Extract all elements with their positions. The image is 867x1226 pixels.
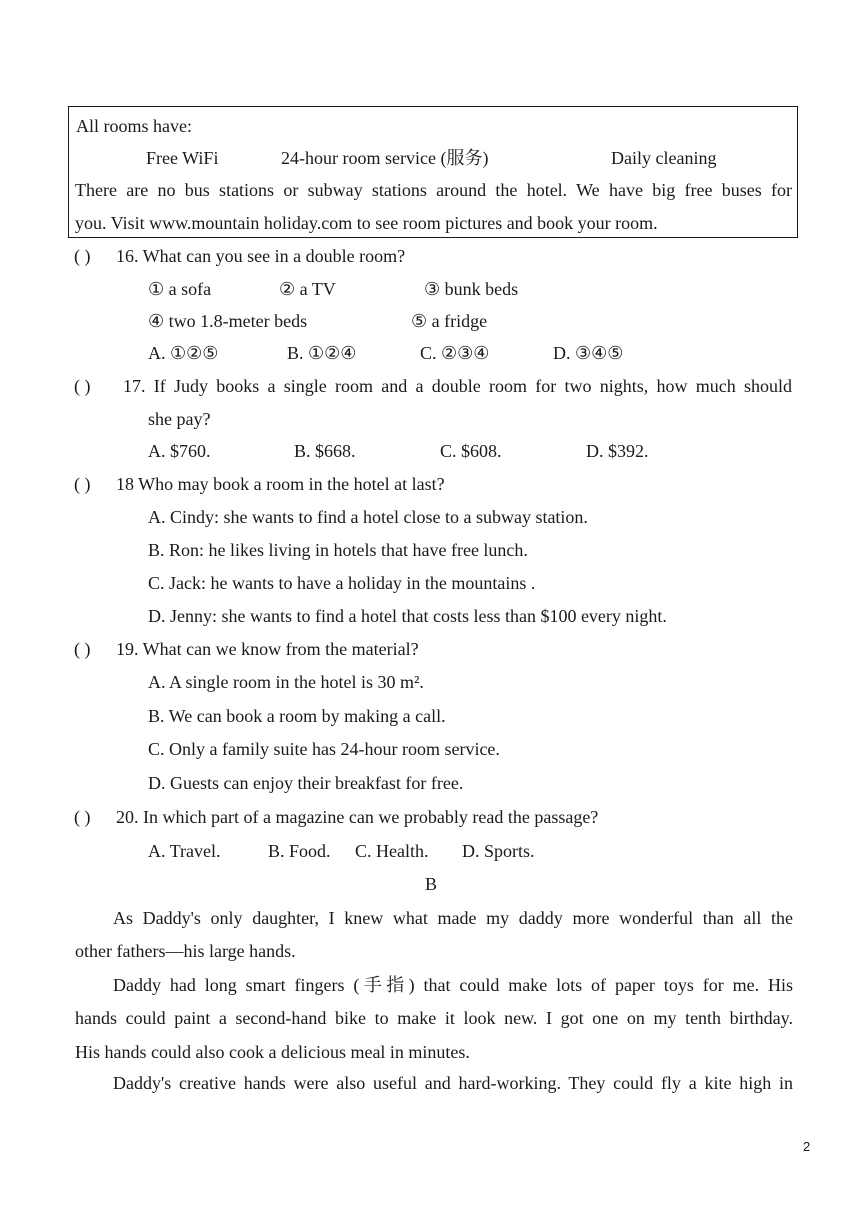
answer-bracket-19[interactable]: ( ) (74, 639, 91, 659)
question-20-stem: 20. In which part of a magazine can we probably read the passage? (116, 807, 599, 827)
q19-option-b[interactable]: B. We can book a room by making a call. (148, 706, 446, 726)
passage-line-2: other fathers—his large hands. (75, 941, 296, 961)
q17-option-d[interactable]: D. $392. (586, 441, 649, 461)
box-text-line-1: There are no bus stations or subway stations around the hotel. We have big free buses for (75, 180, 792, 200)
q20-option-a[interactable]: A. Travel. (148, 841, 221, 861)
q16-item-1: ① a sofa (148, 279, 212, 299)
question-16-stem: 16. What can you see in a double room? (116, 246, 406, 266)
q16-item-2: ② a TV (279, 279, 336, 299)
passage-line-3: Daddy had long smart fingers (手指) that could make lots of paper toys for me. His (113, 975, 793, 995)
amenity-wifi: Free WiFi (146, 148, 219, 168)
section-b-heading: B (425, 874, 438, 894)
q17-option-b[interactable]: B. $668. (294, 441, 356, 461)
q17-option-c[interactable]: C. $608. (440, 441, 502, 461)
amenity-cleaning: Daily cleaning (611, 148, 717, 168)
q16-option-b[interactable]: B. ①②④ (287, 343, 357, 363)
page-number: 2 (803, 1139, 811, 1154)
passage-line-1: As Daddy's only daughter, I knew what made my daddy more wonderful than all the (113, 908, 793, 928)
q16-item-4: ④ two 1.8-meter beds (148, 311, 308, 331)
q19-option-c[interactable]: C. Only a family suite has 24-hour room service. (148, 739, 500, 759)
question-19-stem: 19. What can we know from the material? (116, 639, 419, 659)
q16-option-c[interactable]: C. ②③④ (420, 343, 490, 363)
amenity-room-service: 24-hour room service (服务) (281, 148, 489, 168)
q19-option-a[interactable]: A. A single room in the hotel is 30 m². (148, 672, 424, 692)
q20-option-c[interactable]: C. Health. (355, 841, 429, 861)
question-18-stem: 18 Who may book a room in the hotel at last? (116, 474, 445, 494)
q18-option-c[interactable]: C. Jack: he wants to have a holiday in the mountains . (148, 573, 536, 593)
passage-line-6: Daddy's creative hands were also useful and hard-working. They could fly a kite high in (113, 1073, 793, 1093)
box-heading: All rooms have: (76, 116, 192, 136)
q18-option-a[interactable]: A. Cindy: she wants to find a hotel close to a subway station. (148, 507, 588, 527)
answer-bracket-18[interactable]: ( ) (74, 474, 91, 494)
q17-option-a[interactable]: A. $760. (148, 441, 211, 461)
answer-bracket-16[interactable]: ( ) (74, 246, 91, 266)
q16-option-a[interactable]: A. ①②⑤ (148, 343, 219, 363)
answer-bracket-20[interactable]: ( ) (74, 807, 91, 827)
answer-bracket-17[interactable]: ( ) (74, 376, 91, 396)
q16-item-5: ⑤ a fridge (411, 311, 488, 331)
question-17-stem-line-1: 17. If Judy books a single room and a double room for two nights, how much should (123, 376, 792, 396)
q16-item-3: ③ bunk beds (424, 279, 519, 299)
q16-option-d[interactable]: D. ③④⑤ (553, 343, 624, 363)
passage-line-5: His hands could also cook a delicious meal in minutes. (75, 1042, 470, 1062)
passage-line-4: hands could paint a second-hand bike to make it look new. I got one on my tenth birthday. (75, 1008, 793, 1028)
q20-option-d[interactable]: D. Sports. (462, 841, 535, 861)
q18-option-b[interactable]: B. Ron: he likes living in hotels that have free lunch. (148, 540, 528, 560)
q19-option-d[interactable]: D. Guests can enjoy their breakfast for free. (148, 773, 464, 793)
q20-option-b[interactable]: B. Food. (268, 841, 331, 861)
box-text-line-2: you. Visit www.mountain holiday.com to see room pictures and book your room. (75, 213, 658, 233)
question-17-stem-line-2: she pay? (148, 409, 211, 429)
q18-option-d[interactable]: D. Jenny: she wants to find a hotel that costs less than $100 every night. (148, 606, 667, 626)
